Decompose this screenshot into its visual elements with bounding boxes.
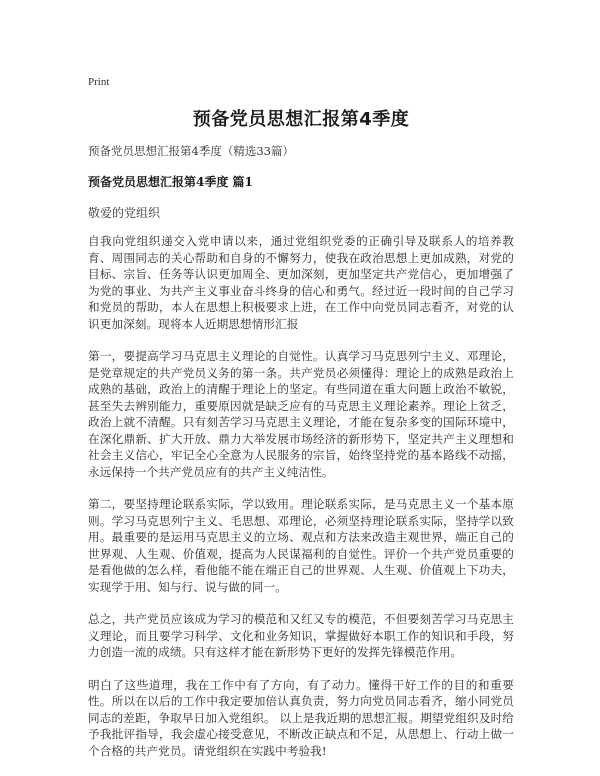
document-title: 预备党员思想汇报第4季度: [192, 109, 410, 130]
print-link[interactable]: Print: [88, 76, 110, 88]
paragraph: 第二，要坚持理论联系实际，学以致用。理论联系实际，是马克思主义一个基本原则。学习马克思列宁主义、毛思想、邓理论，必须坚持理论联系实际，坚持学以致用。最重要的是运用马克思主义的立场、观点和方法来改造主观世界，端正自己的世界观、人生观、价值观，提高为人民谋福利的自觉性。评价一个共产党员重要的是看他做的怎么样，看他能不能在端正自己的世界观、人生观、价值观上下功夫，实现学于用、知与行、说与做的同一。: [88, 497, 514, 594]
salutation: 敬爱的党组织: [88, 206, 161, 220]
paragraph: 总之，共产党员应该成为学习的模范和又红又专的模范，不但要刻苦学习马克思主义理论，而且要学习科学、文化和业务知识，掌握做好本职工作的知识和手段，努力创造一流的成绩。只有这样才能在新形势下更好的发挥先锋模范作用。: [88, 612, 514, 659]
paragraph: 第一，要提高学习马克思主义理论的自觉性。认真学习马克思列宁主义、邓理论，是党章规定的共产党员义务的第一条。共产党员必须懂得：理论上的成熟是政治上成熟的基础，政治上的清醒于理论上的坚定。有些同道在重大问题上政治不敏锐，甚至失去辨别能力，重要原因就是缺乏应有的马克思主义理论素养。理论上贫乏，政治上就不清醒。只有刻苦学习马克思主义理论，才能在复杂多变的国际环境中，在深化鼎新、扩大开放、鼎力大举发展市场经济的新形势下，坚定共产主义理想和社会主义信心，牢记全心全意为人民服务的宗旨，始终坚持党的基本路线不动摇，永远保持一个共产党员应有的共产主义纯洁性。: [88, 349, 514, 479]
paragraph: 自我向党组织递交入党申请以来，通过党组织党委的正确引导及联系人的培养教育、周围同志的关心帮助和自身的不懈努力，使我在政治思想上更加成熟，对党的目标、宗旨、任务等认识更加周全、更加深刻，更加坚定共产党信心，更加增强了为党的事业、为共产主义事业奋斗终身的信心和勇气。经过近一段时间的自己学习和党员的帮助，本人在思想上积极要求上进，在工作中向党员同志看齐，对党的认识更加深刻。现将本人近期思想情形汇报: [88, 234, 514, 331]
paragraph: 明白了这些道理，我在工作中有了方向，有了动力。懂得干好工作的目的和重要性。所以在以后的工作中我定要加倍认真负责，努力向党员同志看齐，缩小同党员同志的差距，争取早日加入党组织。 以上是我近期的思想汇报。期望党组织及时给予我批评指导，我会虚心接受意见，不断改正缺点和不足，从思想上、行动上做一个合格的共产党员。请党组织在实践中考验我!: [88, 677, 514, 758]
section-heading: 预备党员思想汇报第4季度 篇1: [88, 175, 253, 189]
document-subtitle: 预备党员思想汇报第4季度（精选33篇）: [88, 144, 294, 158]
